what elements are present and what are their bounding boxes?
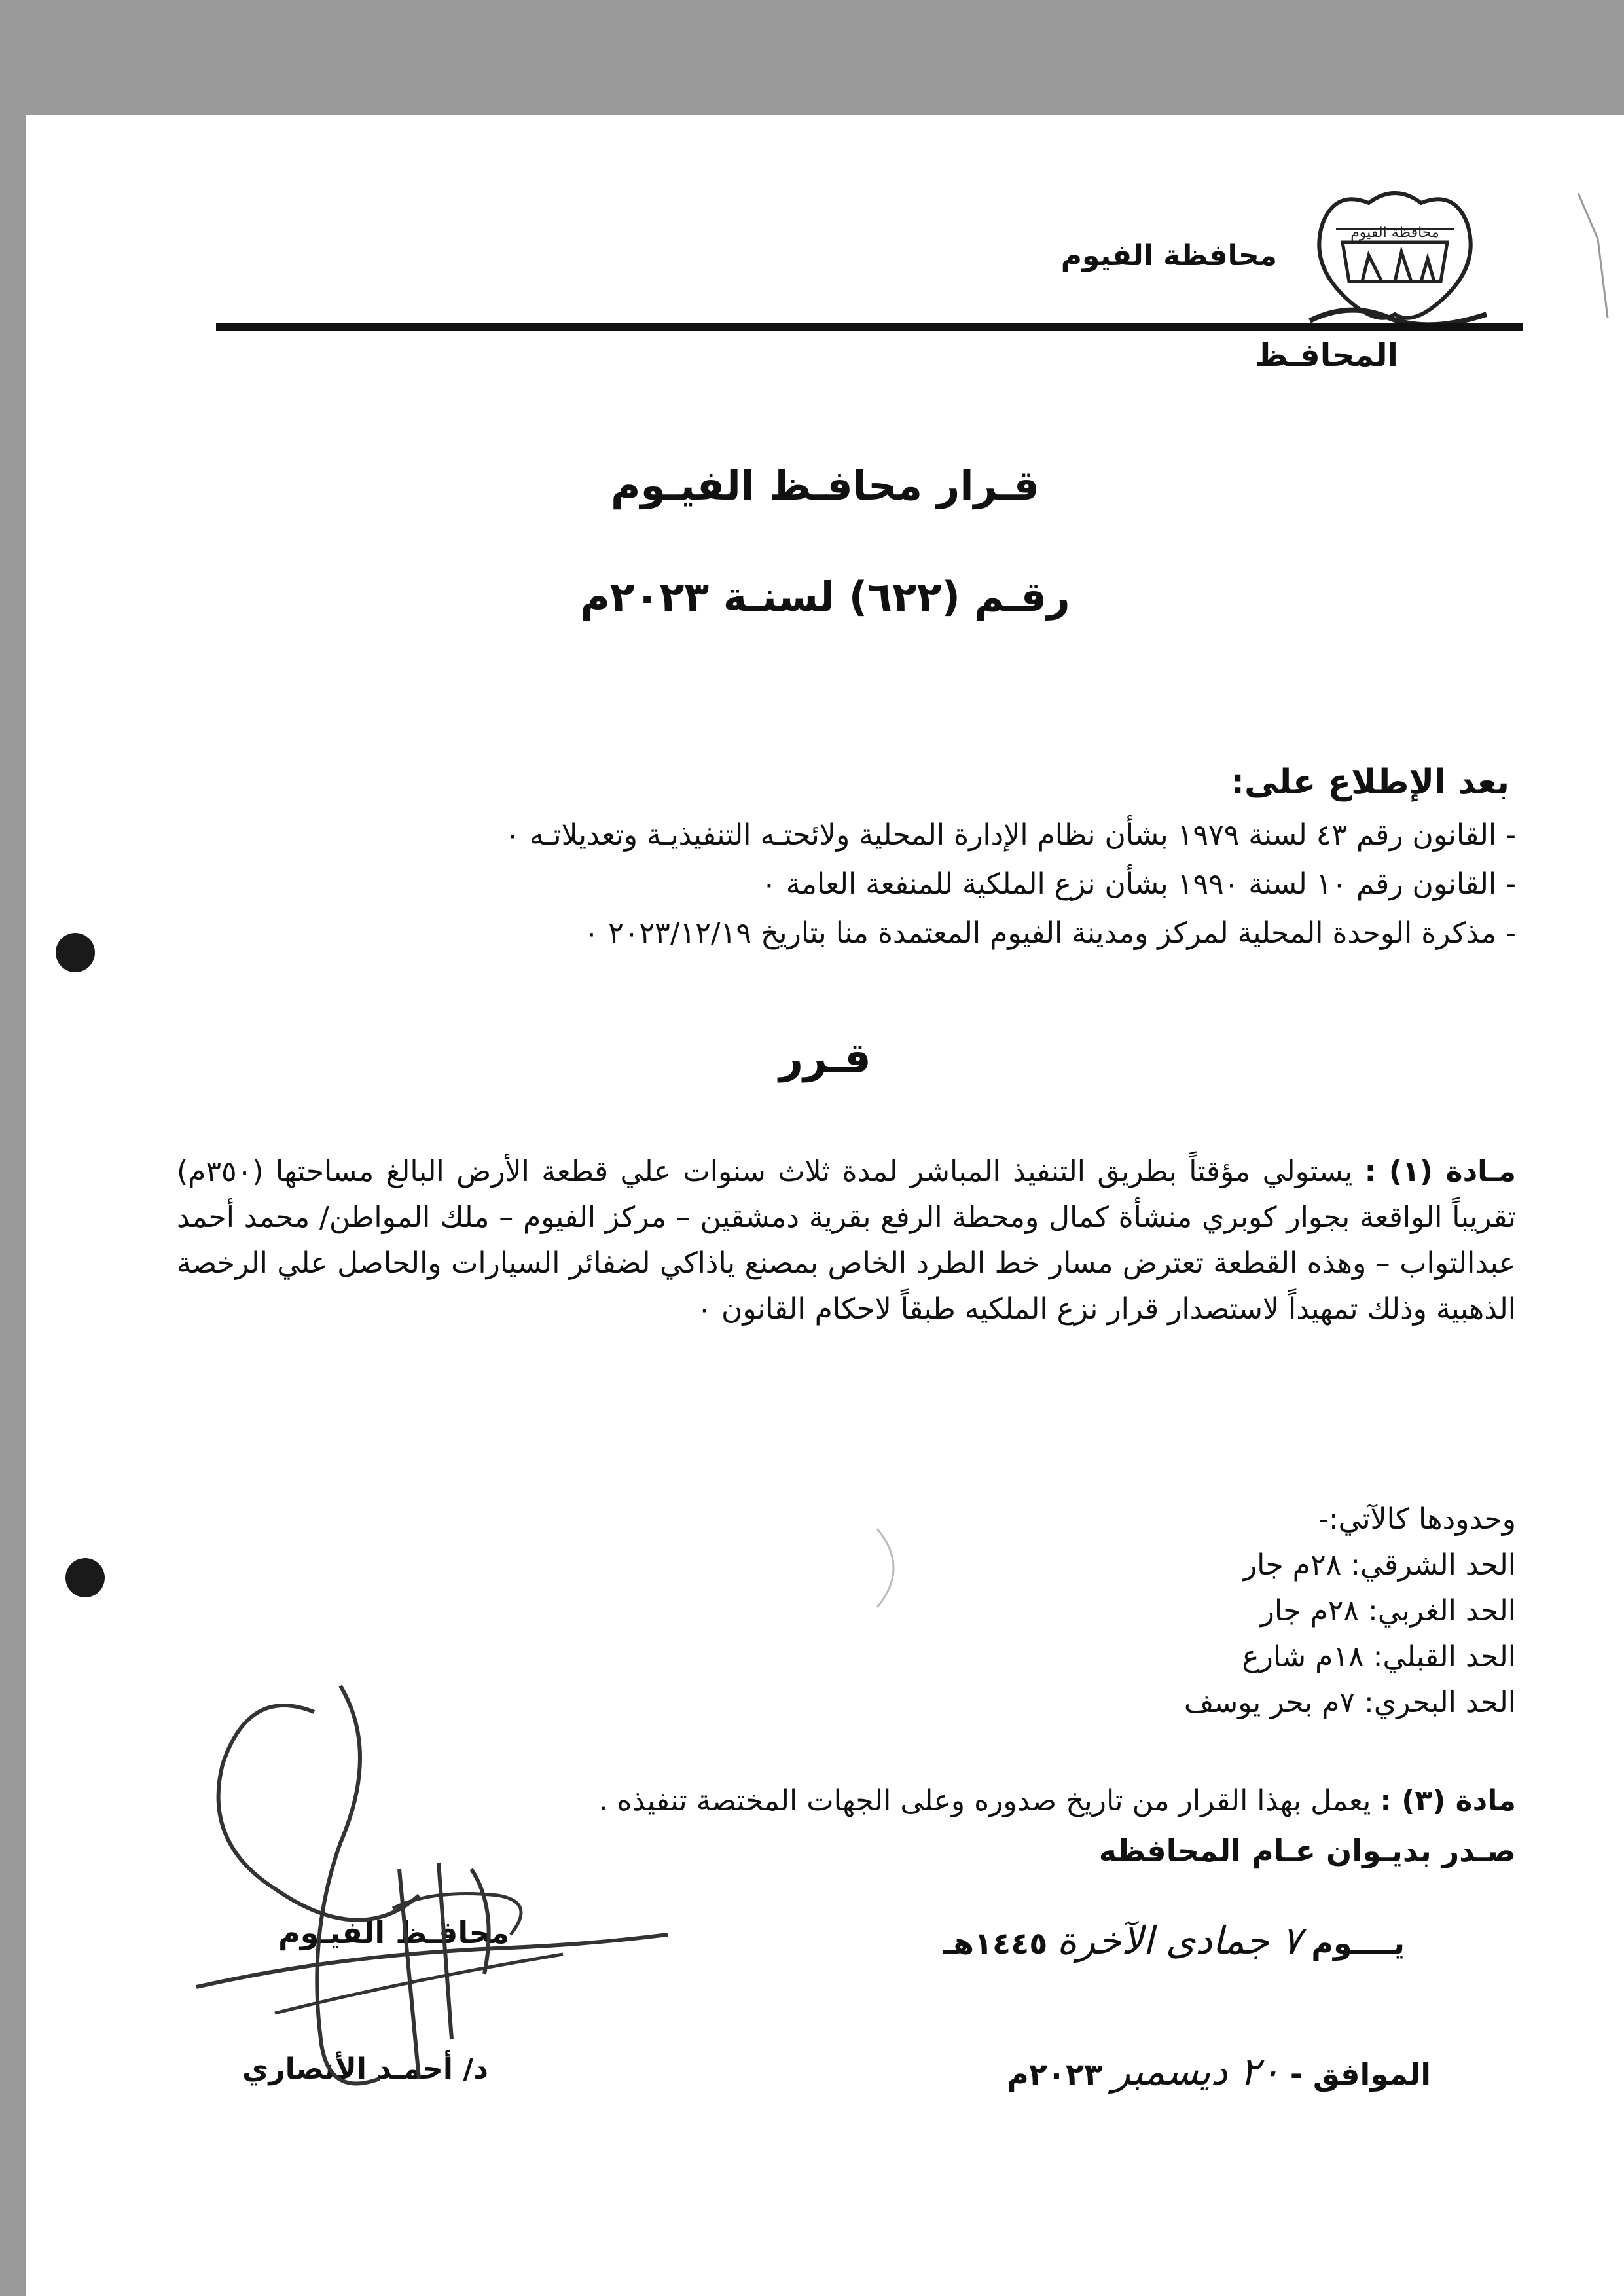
article-1 (177, 1149, 1516, 1332)
reference-item: - القانون رقم ٤٣ لسنة ١٩٧٩ بشأن نظام الإدارة المحلية ولائحتـه التنفيذيـة وتعديلاتـه ٠ (505, 818, 1516, 852)
article-1-text: يستولي مؤقتاً بطريق التنفيذ المباشر لمدة ثلاث سنوات علي قطعة الأرض البالغ مساحتها (٣٥٠م) تقريباً الواقعة بجوار كوبري منشأة كمال ومحطة الرفع بقرية دمشقين – مركز الفيوم – ملك المواطن/ محمد أحمد عبدالتواب – وهذه القطعة تعترض مسار خط الطرد الخاص بمصنع ياذاكي لضفائر السيارات والحاصل علي الرخصة الذهبية وذلك تمهيداً لاستصدار قرار نزع الملكيه طبقاً لاحكام القانون ٠ (177, 1155, 1516, 1326)
document-page (26, 115, 1624, 2296)
issued-statement: صـدر بديـوان عـام المحافظه (1098, 1833, 1516, 1868)
boundary-west: الحد الغربي: ٢٨م جار (1260, 1594, 1516, 1628)
reference-item: - القانون رقم ١٠ لسنة ١٩٩٠ بشأن نزع الملكية للمنفعة العامة ٠ (761, 867, 1516, 901)
decree-title: قـرار محافـظ الفيـوم (611, 462, 1039, 509)
signatory-title: محافـظ الفيـوم (278, 1915, 510, 1950)
punch-hole (65, 1558, 105, 1597)
hijri-date-year: ١٤٤٥هـ (943, 1925, 1048, 1961)
punch-hole (56, 933, 95, 972)
boundaries-title: وحدودها كالآتي:- (1318, 1503, 1516, 1536)
governorate-seal (1297, 183, 1493, 340)
boundary-south: الحد القبلي: ١٨م شارع (1242, 1640, 1516, 1673)
governorate-name: محافظة الفيوم (1060, 239, 1277, 272)
gregorian-date-year: ٢٠٢٣م (1007, 2056, 1103, 2092)
decision-heading: قـرر (779, 1034, 871, 1083)
office-title: المحافـظ (1255, 337, 1398, 374)
boundary-east: الحد الشرقي: ٢٨م جار (1242, 1548, 1516, 1582)
article-3-label: مادة (٣) : (1380, 1784, 1516, 1817)
decree-number: رقـم (٦٢٢) لسنـة ٢٠٢٣م (580, 573, 1070, 621)
article-1-label: مـادة (١) : (1364, 1155, 1516, 1188)
hijri-date-prefix: يــــوم (1311, 1925, 1405, 1961)
boundary-north: الحد البحري: ٧م بحر يوسف (1183, 1686, 1516, 1719)
hijri-date-handwritten: ٧ جمادى الآخرة (1056, 1918, 1302, 1963)
corner-scan-mark (1572, 193, 1611, 324)
references-heading: بعد الإطلاع على: (1231, 763, 1509, 802)
reference-item: - مذكرة الوحدة المحلية لمركز ومدينة الفيوم المعتمدة منا بتاريخ ٢٠٢٣/١٢/١٩ ٠ (583, 917, 1516, 950)
faint-mark (871, 1522, 910, 1614)
article-3-text: يعمل بهذا القرار من تاريخ صدوره وعلى الجهات المختصة تنفيذه . (598, 1784, 1371, 1817)
gregorian-date (1007, 2049, 1431, 2094)
seal-text: محافظة الفيوم (1350, 225, 1439, 241)
gregorian-date-handwritten: ٢٠ ديسمبر (1111, 2049, 1281, 2094)
gregorian-date-prefix: الموافق - (1290, 2056, 1431, 2092)
hijri-date (943, 1918, 1405, 1963)
header-divider (216, 323, 1523, 331)
handwritten-signature (144, 1673, 681, 2131)
article-3 (599, 1784, 1516, 1817)
signatory-name: د/ أحمـد الأنصاري (242, 2052, 488, 2086)
